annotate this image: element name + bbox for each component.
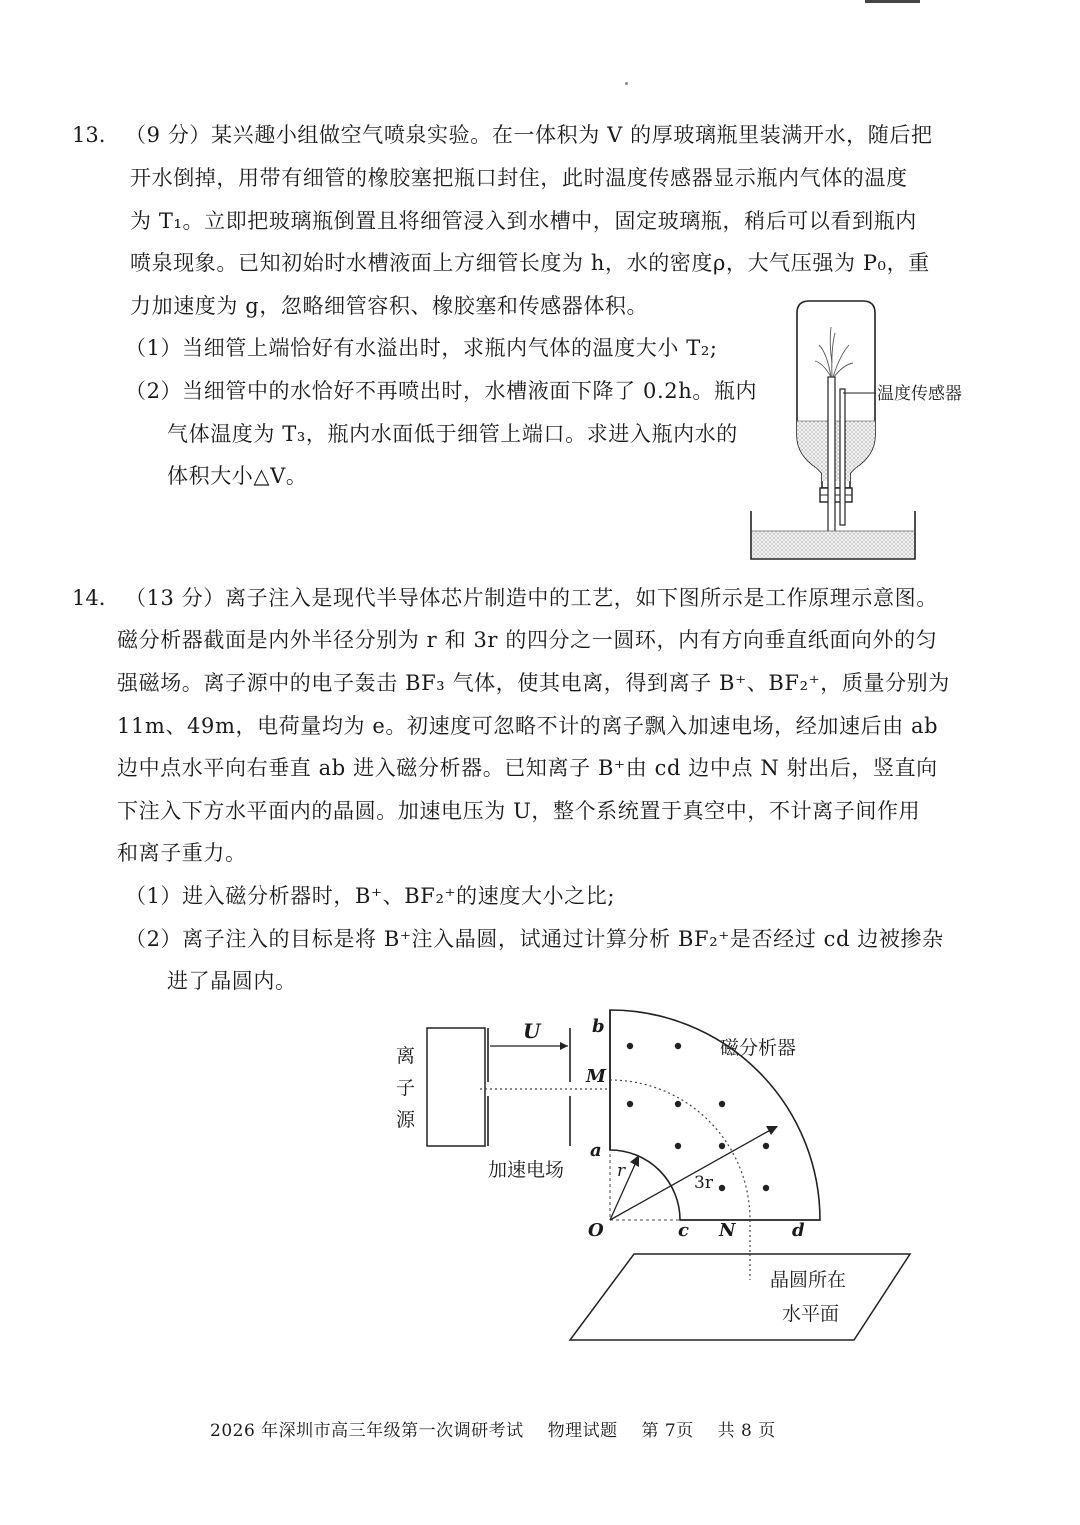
point-d-label: d — [792, 1220, 805, 1241]
ion-source-label-2: 子 — [396, 1077, 416, 1099]
q13-line-1: （9 分）某兴趣小组做空气喷泉实验。在一体积为 V 的厚玻璃瓶里装满开水，随后把 — [125, 123, 933, 147]
q14-line-3: 强磁场。离子源中的电子轰击 BF₃ 气体，使其电离，得到离子 B⁺、BF₂⁺，质量分别为 — [117, 671, 950, 695]
bottle-water — [797, 421, 875, 481]
point-c-label: c — [678, 1220, 689, 1241]
q13-line-3: 为 T₁。立即把玻璃瓶倒置且将细管浸入到水槽中，固定玻璃瓶，稍后可以看到瓶内 — [130, 209, 917, 233]
q13-line-4: 喷泉现象。已知初始时水槽液面上方细管长度为 h，水的密度ρ，大气压强为 P₀，重 — [130, 251, 930, 275]
point-a-label: a — [590, 1140, 602, 1161]
footer-exam-title: 2026 年深圳市高三年级第一次调研考试 — [210, 1421, 524, 1441]
q13-subquestion-2-cont2: 体积大小△V。 — [167, 464, 308, 488]
sensor-label: 温度传感器 — [877, 384, 962, 404]
q14-line-5: 边中点水平向右垂直 ab 进入磁分析器。已知离子 B⁺由 cd 边中点 N 射出后，竖直向 — [117, 756, 938, 780]
q13-subquestion-2: （2）当细管中的水恰好不再喷出时，水槽液面下降了 0.2h。瓶内 — [125, 379, 758, 403]
footer-page-number: 第 7页 — [641, 1421, 694, 1441]
radius-3r-label: 3r — [694, 1173, 713, 1193]
temperature-sensor — [840, 389, 845, 525]
point-O-label: O — [588, 1220, 604, 1241]
q13-subquestion-2-cont: 气体温度为 T₃，瓶内水面低于细管上端口。求进入瓶内水的 — [167, 422, 738, 446]
point-b-label: b — [592, 1016, 605, 1037]
q13-subquestion-1: （1）当细管上端恰好有水溢出时，求瓶内气体的温度大小 T₂; — [125, 336, 718, 360]
wafer-label-1: 晶圆所在 — [770, 1269, 847, 1291]
voltage-label: U — [523, 1019, 541, 1043]
question-number: 13. — [72, 123, 106, 147]
wafer-plane — [570, 1254, 910, 1340]
q14-line-7: 和离子重力。 — [117, 841, 247, 865]
q13-line-2: 开水倒掉，用带有细管的橡胶塞把瓶口封住，此时温度传感器显示瓶内气体的温度 — [130, 166, 908, 190]
q14-line-2: 磁分析器截面是内外半径分别为 r 和 3r 的四分之一圆环，内有方向垂直纸面向外的匀 — [117, 628, 938, 652]
page-footer — [210, 1423, 794, 1440]
scan-speck — [625, 82, 628, 85]
q14-subquestion-1: （1）进入磁分析器时，B⁺、BF₂⁺的速度大小之比; — [125, 884, 616, 908]
q14-subquestion-2-cont: 进了晶圆内。 — [167, 969, 297, 993]
thin-tube — [828, 377, 835, 543]
wafer-label-2: 水平面 — [782, 1303, 840, 1325]
q14-subquestion-2: （2）离子注入的目标是将 B⁺注入晶圆，试通过计算分析 BF₂⁺是否经过 cd 边被掺杂 — [125, 927, 944, 951]
ion-source-label-3: 源 — [396, 1109, 416, 1131]
radius-r-label: r — [617, 1161, 626, 1181]
q14-line-1: （13 分）离子注入是现代半导体芯片制造中的工艺，如下图所示是工作原理示意图。 — [125, 586, 938, 610]
ion-implantation-figure — [380, 1010, 940, 1350]
point-M-label: M — [586, 1066, 606, 1087]
analyzer-label: 磁分析器 — [720, 1037, 797, 1059]
footer-total-pages: 共 8 页 — [717, 1421, 776, 1441]
question-number: 14. — [72, 586, 106, 610]
point-N-label: N — [719, 1220, 736, 1241]
fountain-figure — [745, 293, 985, 563]
q14-line-4: 11m、49m，电荷量均为 e。初速度可忽略不计的离子飘入加速电场，经加速后由 ab — [117, 714, 939, 738]
accel-field-label: 加速电场 — [488, 1159, 565, 1181]
trough-water — [752, 531, 914, 558]
scan-mark — [865, 0, 920, 3]
footer-subject: 物理试题 — [547, 1421, 618, 1441]
q13-line-5: 力加速度为 g，忽略细管容积、橡胶塞和传感器体积。 — [130, 294, 649, 318]
q14-line-6: 下注入下方水平面内的晶圆。加速电压为 U，整个系统置于真空中，不计离子间作用 — [117, 799, 921, 823]
ion-source-label-1: 离 — [396, 1045, 416, 1067]
ion-source-box — [427, 1028, 485, 1146]
